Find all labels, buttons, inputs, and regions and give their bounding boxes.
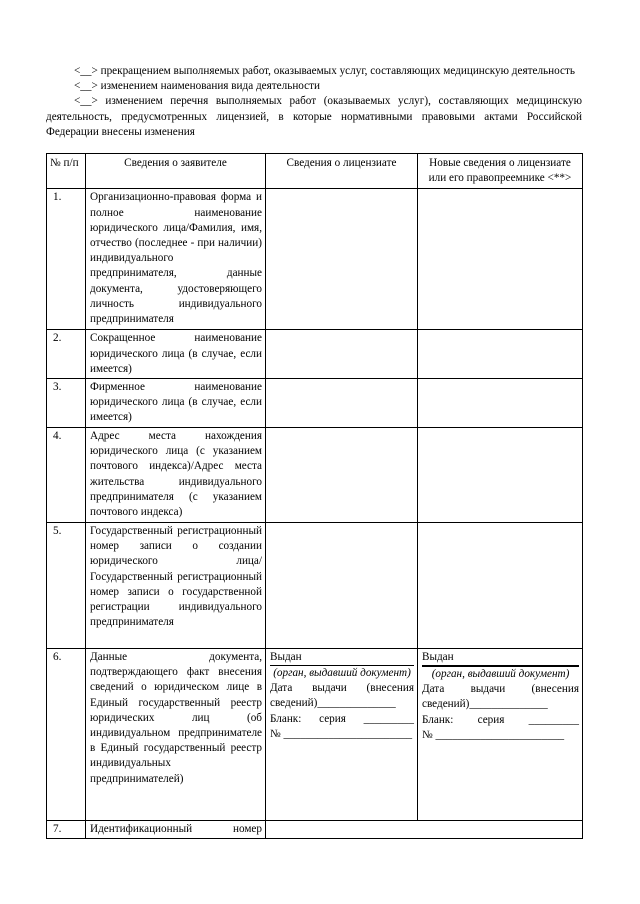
- intro-section: [46, 64, 582, 140]
- new-info-cell[interactable]: [418, 428, 583, 523]
- row-description: Фирменное наименование юридического лица (в случае, если имеется): [86, 379, 266, 428]
- issued-label: Выдан: [422, 650, 579, 667]
- new-info-cell[interactable]: [418, 523, 583, 649]
- row-description: Сокращенное наименование юридического лица (в случае, если имеется): [86, 330, 266, 379]
- table-row: [47, 379, 583, 428]
- row-description: Идентификационный номер: [86, 821, 266, 839]
- licensee-cell[interactable]: [266, 821, 583, 839]
- row-description: Данные документа, подтверждающего факт внесения сведений о юридическом лице в Единый государственный реестр юридических лиц (об индивидуальном предпринимателе в Единый государственный реестр индивидуальных предпринимателей): [86, 649, 266, 821]
- table-header-row: [47, 154, 583, 189]
- table-row: [47, 821, 583, 839]
- table-row: [47, 428, 583, 523]
- issue-date-label: Дата выдачи (внесения: [422, 683, 579, 696]
- row-num: 4.: [47, 428, 86, 523]
- licensee-cell[interactable]: [266, 330, 418, 379]
- header-applicant: Сведения о заявителе: [86, 154, 266, 189]
- licensee-cell[interactable]: [266, 379, 418, 428]
- issue-date-field: сведений)______________: [422, 698, 548, 711]
- intro-item-rename: <__> изменением наименования вида деятельности: [74, 80, 321, 93]
- row-num: 7.: [47, 821, 86, 839]
- header-new-info: Новые сведения о лицензиате или его правопреемнике <**>: [418, 154, 583, 189]
- licensee-cell[interactable]: [266, 523, 418, 649]
- form-series-field: Бланк: серия _________: [422, 713, 579, 726]
- new-document-cell[interactable]: [418, 649, 583, 821]
- row-num: 6.: [47, 649, 86, 821]
- row-description: Адрес места нахождения юридического лица (с указанием почтового индекса)/Адрес места жительства индивидуального предпринимателя (с указанием почтового индекса): [86, 428, 266, 523]
- license-info-table: [46, 153, 583, 839]
- table-row: [47, 189, 583, 330]
- table-row: [47, 523, 583, 649]
- form-number-field: № _______________________: [422, 728, 565, 741]
- row-num: 5.: [47, 523, 86, 649]
- issue-date-field: сведений)______________: [270, 697, 396, 710]
- table-row: [47, 649, 583, 821]
- new-info-cell[interactable]: [418, 379, 583, 428]
- form-number-field: № _______________________: [270, 727, 413, 740]
- issue-date-label: Дата выдачи (внесения: [270, 682, 414, 695]
- form-series-field: Бланк: серия _________: [270, 712, 414, 725]
- new-info-cell[interactable]: [418, 189, 583, 330]
- header-licensee: Сведения о лицензиате: [266, 154, 418, 189]
- issuer-caption: (орган, выдавший документ): [273, 667, 411, 680]
- licensee-cell[interactable]: [266, 428, 418, 523]
- issuer-caption: (орган, выдавший документ): [431, 668, 570, 681]
- licensee-cell[interactable]: [266, 189, 418, 330]
- row-description: Организационно-правовая форма и полное наименование юридического лица/Фамилия, имя, отчество (последнее - при наличии) индивидуального предпринимателя, данные документа, удостоверяющего личность индивидуального предпринимателя: [86, 189, 266, 330]
- row-num: 3.: [47, 379, 86, 428]
- row-description: Государственный регистрационный номер записи о создании юридического лица/ Государственный регистрационный номер записи о государственной регистрации индивидуального предпринимателя: [86, 523, 266, 649]
- new-info-cell[interactable]: [418, 330, 583, 379]
- intro-item-termination: <__> прекращением выполняемых работ, оказываемых услуг, составляющих медицинскую деятельность: [74, 65, 575, 77]
- issued-label: Выдан: [270, 650, 414, 666]
- row-num: 1.: [47, 189, 86, 330]
- licensee-document-cell[interactable]: [266, 649, 418, 821]
- table-row: [47, 330, 583, 379]
- intro-item-list-change: <__> изменением перечня выполняемых работ (оказываемых услуг), составляющих медицинскую деятельность, предусмотренных лицензией, в которые нормативными правовыми актами Российской Федерации внесены изменения: [46, 95, 582, 138]
- row-num: 2.: [47, 330, 86, 379]
- header-num: № п/п: [47, 154, 86, 189]
